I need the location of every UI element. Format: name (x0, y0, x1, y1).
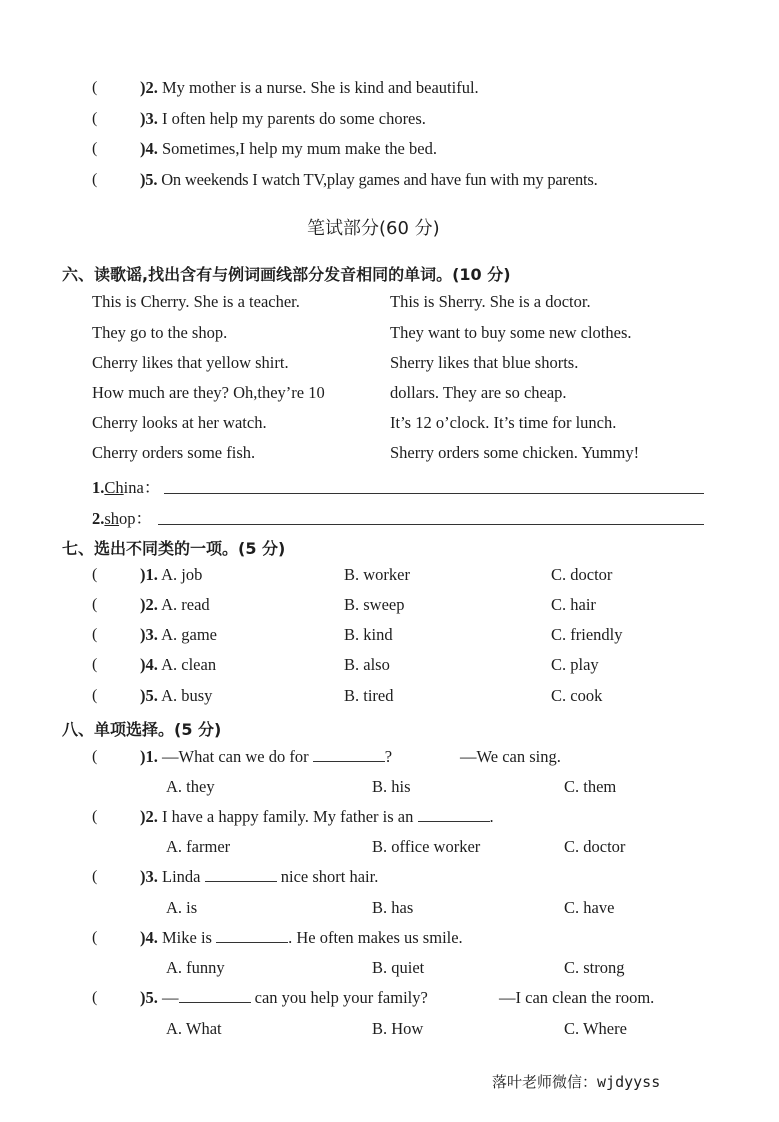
example-underlined-part: Ch (104, 478, 124, 497)
section-6-heading: 六、读歌谣,找出含有与例词画线部分发音相同的单词。(10 分) (62, 265, 511, 284)
item-number: )3. (140, 109, 158, 128)
option-b: B. sweep (344, 595, 405, 614)
rhyme-line-left: They go to the shop. (92, 323, 228, 342)
watermark-label: 落叶老师微信： (492, 1073, 598, 1091)
option-a: A. funny (166, 958, 225, 977)
option-a: A. is (166, 898, 198, 917)
answer-paren[interactable]: ( (92, 868, 98, 885)
item-number: 1. (92, 478, 105, 497)
item-number: )2. (140, 78, 158, 97)
question-stem (140, 988, 428, 1008)
answer-paren[interactable]: ( (92, 687, 98, 704)
rhyme-line-left: How much are they? Oh,they’re 10 (92, 383, 325, 402)
option-a: A. they (166, 777, 215, 796)
option-c: C. have (564, 898, 615, 917)
rhyme-line-left: Cherry looks at her watch. (92, 413, 267, 432)
stem-post: . He often makes us smile. (288, 928, 463, 947)
item-number: )1. (140, 747, 158, 766)
stem-post: ? (384, 747, 393, 766)
example-word-rest: ina (123, 478, 144, 497)
question-stem (140, 867, 378, 887)
question-item (140, 565, 202, 585)
example-word-rest: op (119, 509, 136, 528)
item-text: I often help my parents do some chores. (162, 109, 426, 128)
answer-paren[interactable]: ( (92, 748, 98, 765)
item-number: )1. (140, 565, 158, 584)
question-stem (140, 747, 392, 767)
option-c: C. strong (564, 958, 625, 977)
rhyme-line-left: Cherry likes that yellow shirt. (92, 353, 289, 372)
fill-blank[interactable] (179, 988, 251, 1003)
written-part-title: 笔试部分(60 分) (307, 218, 440, 239)
option-b: B. office worker (372, 837, 481, 856)
option-a: A. busy (161, 686, 213, 705)
answer-row-shop (92, 505, 152, 529)
option-c: C. doctor (564, 837, 626, 856)
option-c: C. friendly (551, 625, 623, 644)
option-c: C. cook (551, 686, 603, 705)
option-b: B. kind (344, 625, 393, 644)
stem-post: nice short hair. (280, 867, 379, 886)
listening-item (140, 109, 426, 129)
option-a: A. What (166, 1019, 222, 1038)
question-item (140, 655, 216, 675)
stem-pre: I have a happy family. My father is an (162, 807, 414, 826)
item-number: )4. (140, 139, 158, 158)
example-underlined-part: sh (104, 509, 120, 528)
option-c: C. doctor (551, 565, 613, 584)
answer-row-china (92, 474, 160, 498)
answer-paren[interactable]: ( (92, 929, 98, 946)
question-item (140, 595, 210, 615)
rhyme-line-right: Sherry orders some chicken. Yummy! (390, 443, 640, 462)
option-b: B. tired (344, 686, 394, 705)
fill-blank[interactable] (418, 807, 490, 822)
question-stem (140, 807, 494, 827)
rhyme-line-left: This is Cherry. She is a teacher. (92, 292, 300, 311)
question-item (140, 686, 212, 706)
option-a: A. read (161, 595, 210, 614)
stem-pre: —What can we do for (162, 747, 309, 766)
section-7-heading: 七、选出不同类的一项。(5 分) (62, 539, 286, 558)
question-stem (140, 928, 463, 948)
answer-paren[interactable]: ( (92, 140, 98, 157)
fill-blank[interactable] (205, 867, 277, 882)
option-b: B. worker (344, 565, 410, 584)
answer-paren[interactable]: ( (92, 989, 98, 1006)
option-b: B. How (372, 1019, 424, 1038)
answer-paren[interactable]: ( (92, 110, 98, 127)
item-number: )2. (140, 595, 158, 614)
option-b: B. also (344, 655, 390, 674)
rhyme-line-right: They want to buy some new clothes. (390, 323, 632, 342)
option-a: A. farmer (166, 837, 231, 856)
item-text: My mother is a nurse. She is kind and beautiful. (162, 78, 479, 97)
question-item (140, 625, 217, 645)
answer-paren[interactable]: ( (92, 596, 98, 613)
option-a: A. clean (161, 655, 217, 674)
answer-paren[interactable]: ( (92, 656, 98, 673)
listening-item (140, 139, 437, 159)
item-number: )5. (140, 170, 158, 189)
item-number: )3. (140, 867, 158, 886)
colon: ： (143, 478, 161, 497)
item-number: )3. (140, 625, 158, 644)
option-b: B. quiet (372, 958, 425, 977)
rhyme-line-left: Cherry orders some fish. (92, 443, 256, 462)
stem-pre: — (162, 988, 179, 1007)
rhyme-line-right: Sherry likes that blue shorts. (390, 353, 579, 372)
item-number: )5. (140, 988, 158, 1007)
option-c: C. them (564, 777, 617, 796)
answer-line[interactable] (164, 493, 704, 494)
option-c: C. Where (564, 1019, 627, 1038)
stem-response: —I can clean the room. (499, 988, 655, 1007)
option-b: B. his (372, 777, 411, 796)
stem-pre: Linda (162, 867, 201, 886)
answer-paren[interactable]: ( (92, 626, 98, 643)
answer-line[interactable] (158, 524, 704, 525)
item-text: On weekends I watch TV,play games and have fun with my parents. (161, 170, 598, 189)
stem-response: —We can sing. (460, 747, 561, 766)
stem-post: . (489, 807, 494, 826)
item-number: )2. (140, 807, 158, 826)
item-number: )4. (140, 928, 158, 947)
option-a: A. game (161, 625, 217, 644)
section-8-heading: 八、单项选择。(5 分) (62, 720, 222, 739)
answer-paren[interactable]: ( (92, 566, 98, 583)
item-text: Sometimes,I help my mum make the bed. (162, 139, 437, 158)
option-b: B. has (372, 898, 414, 917)
rhyme-line-right: This is Sherry. She is a doctor. (390, 292, 591, 311)
option-a: A. job (161, 565, 203, 584)
item-number: )5. (140, 686, 158, 705)
item-number: 2. (92, 509, 105, 528)
fill-blank[interactable] (216, 928, 288, 943)
option-c: C. hair (551, 595, 596, 614)
answer-paren[interactable]: ( (92, 808, 98, 825)
listening-item (140, 78, 479, 98)
footer-watermark (492, 1071, 660, 1092)
fill-blank[interactable] (313, 747, 385, 762)
rhyme-line-right: It’s 12 o’clock. It’s time for lunch. (390, 413, 617, 432)
answer-paren[interactable]: ( (92, 171, 98, 188)
rhyme-line-right: dollars. They are so cheap. (390, 383, 567, 402)
option-c: C. play (551, 655, 599, 674)
stem-pre: Mike is (162, 928, 212, 947)
colon: ： (135, 509, 153, 528)
answer-paren[interactable]: ( (92, 79, 98, 96)
stem-post: can you help your family? (254, 988, 428, 1007)
item-number: )4. (140, 655, 158, 674)
listening-item (140, 170, 598, 190)
watermark-id: wjdyyss (597, 1073, 661, 1091)
